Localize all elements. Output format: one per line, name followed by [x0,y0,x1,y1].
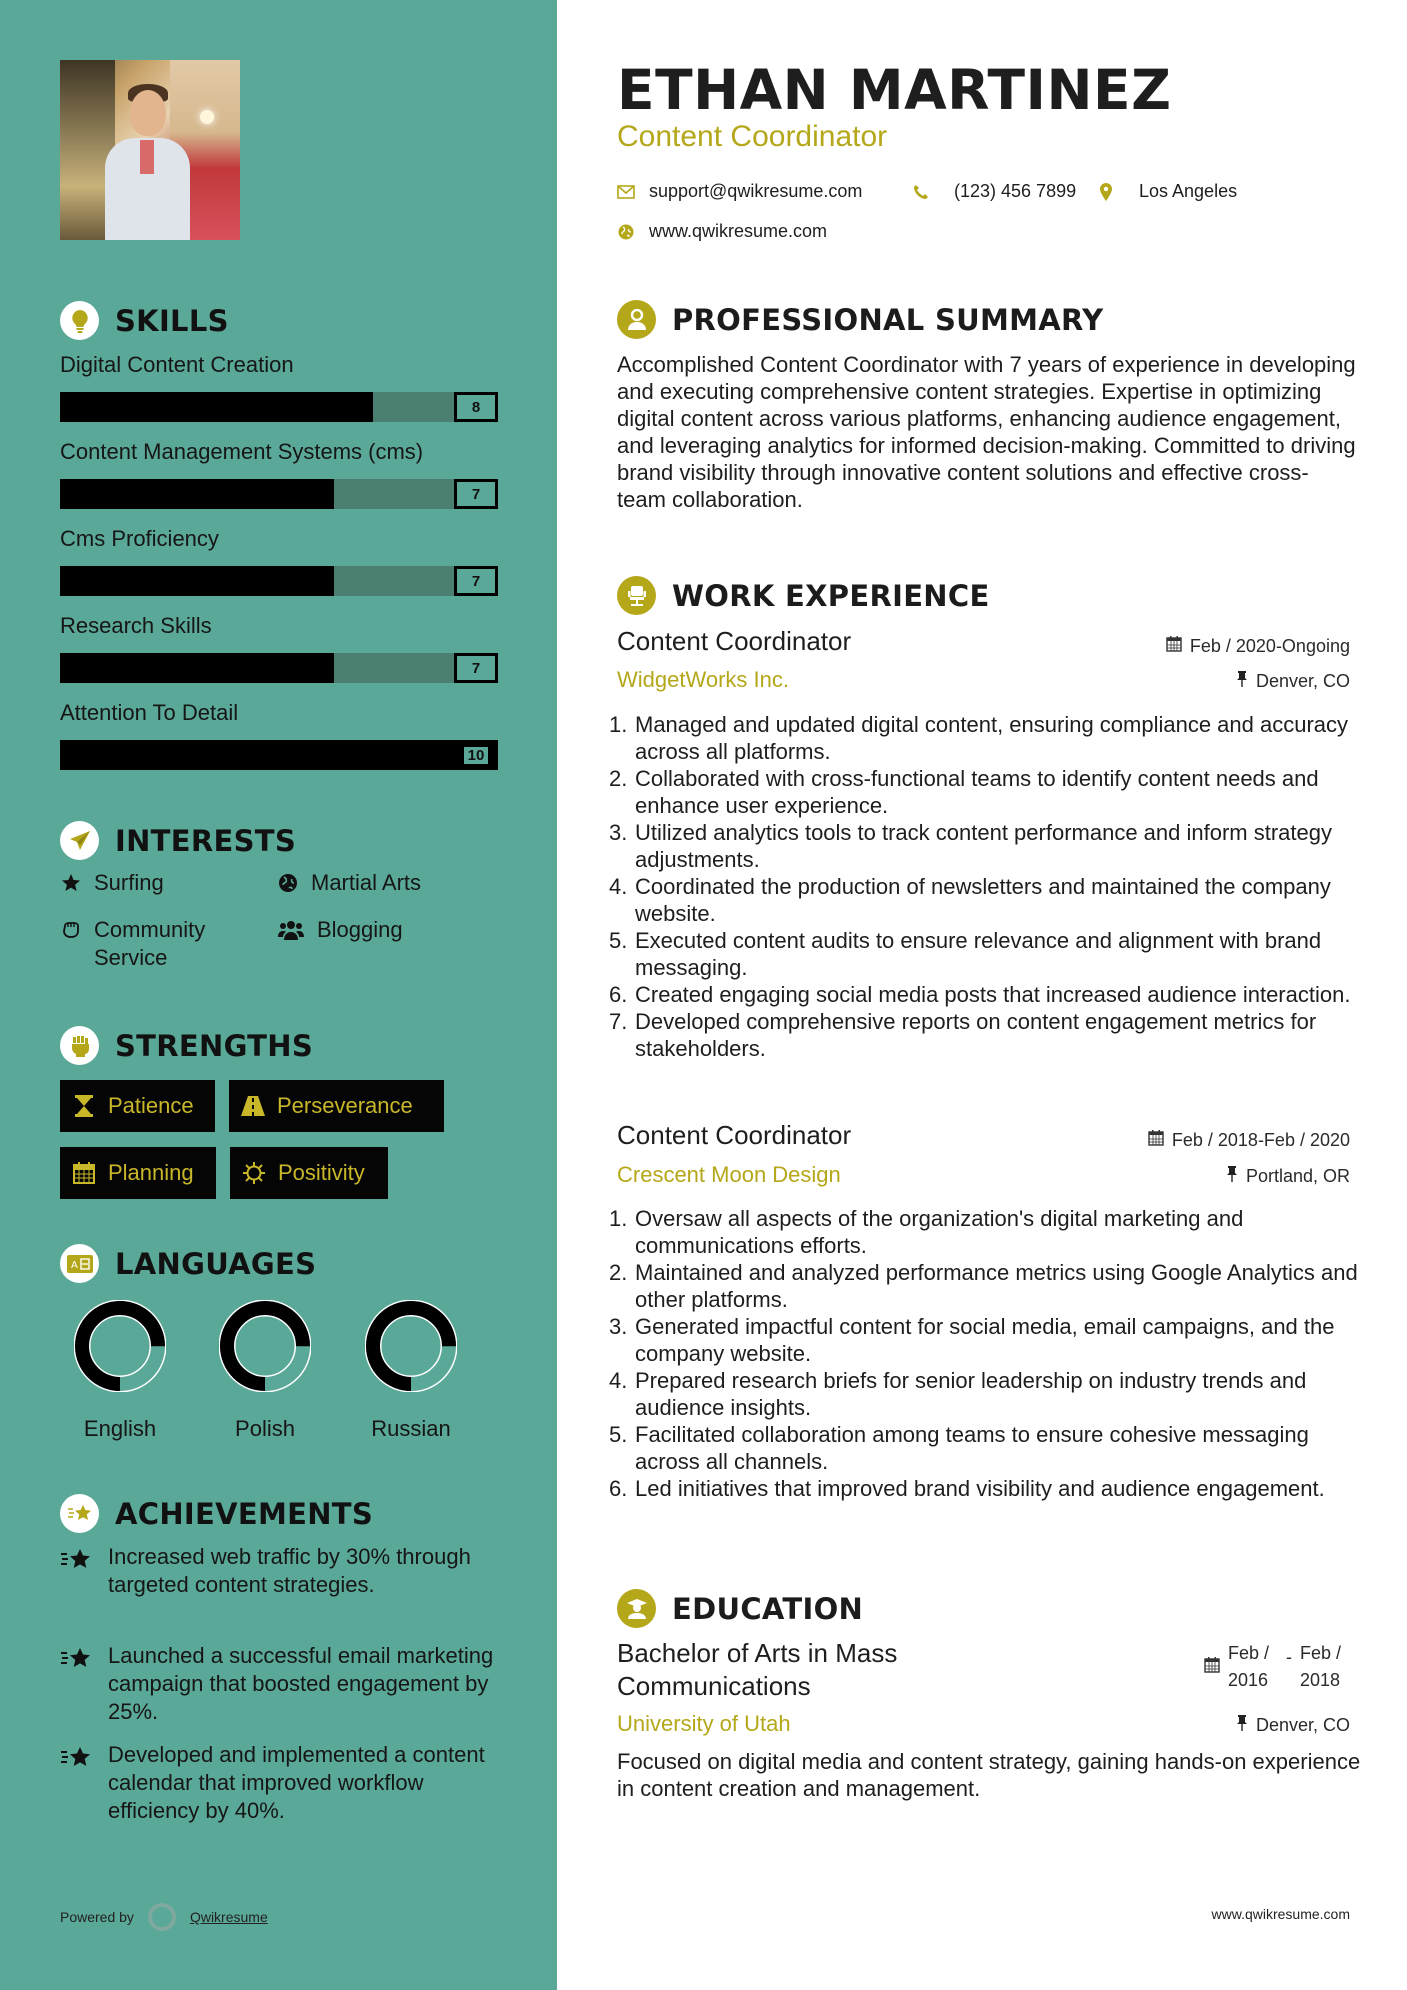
language-name: Russian [371,1416,451,1441]
envelope-icon [617,183,635,201]
summary-header [617,300,1103,339]
summary-heading: PROFESSIONAL SUMMARY [672,302,1104,337]
education-location-text: Denver, CO [1255,1715,1350,1735]
skill-bar-fill [60,392,373,422]
achievement-text: Developed and implemented a content calendar that improved workflow efficiency by 40%. [108,1742,485,1823]
school-name: University of Utah [617,1711,791,1736]
interest-label: Community Service [94,917,206,970]
job-location-text: Portland, OR [1245,1166,1350,1186]
hourglass-icon [72,1094,96,1118]
job-title: Content Coordinator [617,626,852,656]
skill-item [60,698,498,770]
interest-label: Blogging [317,917,403,942]
job-bullet: 1. Managed and updated digital content, ensuring compliance and accuracy across all platforms. [609,712,1349,764]
skill-name: Attention To Detail [60,700,239,725]
contact-phone [912,181,1076,202]
strength-badge [230,1147,388,1199]
language-name: Polish [235,1416,295,1441]
skill-score [454,740,498,770]
achievement-text: Increased web traffic by 30% through targeted content strategies. [108,1544,471,1597]
skill-bar [60,740,498,770]
interests-header [60,821,296,860]
strength-label: Positivity [278,1160,365,1185]
user-icon [617,300,656,339]
star-icon [60,869,82,897]
skill-name: Research Skills [60,613,212,638]
skill-score: 7 [454,653,498,683]
job-location [1236,671,1350,692]
achievement-text: Launched a successful email marketing campaign that boosted engagement by 25%. [108,1643,494,1724]
skill-bar-fill [60,566,334,596]
skill-item [60,611,498,683]
skill-bar [60,479,498,509]
skill-item [60,350,498,422]
skill-score: 7 [454,566,498,596]
education-date-separator: - [1286,1647,1292,1667]
strength-badge [229,1080,444,1132]
skill-bar [60,653,498,683]
experience-heading: WORK EXPERIENCE [672,578,990,613]
contact-email [617,181,862,202]
main-content [557,0,1407,1990]
graduate-icon [617,1589,656,1628]
interests-heading: INTERESTS [115,823,297,858]
experience-header [617,576,990,615]
skill-bar-fill [60,740,498,770]
candidate-name: ETHAN MARTINEZ [617,58,1172,122]
job-dates [1166,636,1350,657]
job-company: Crescent Moon Design [617,1162,841,1187]
skill-item [60,437,498,509]
education-location [1236,1715,1350,1736]
job-bullet: 6. Led initiatives that improved brand visibility and audience engagement. [609,1476,1325,1501]
interest-label: Martial Arts [311,870,422,895]
lightbulb-icon [60,301,99,340]
hand-icon [60,916,82,944]
phone-text: (123) 456 7899 [954,181,1077,201]
interest-item [277,869,497,897]
language-donut [365,1300,457,1392]
job-bullet: 3. Utilized analytics tools to track content performance and inform strategy adjustments. [609,820,1332,872]
skill-bar-fill [60,479,334,509]
calendar-icon [1204,1640,1220,1694]
interest-item [60,869,260,897]
skill-name: Digital Content Creation [60,352,294,377]
footer-url[interactable]: www.qwikresume.com [1211,1906,1350,1922]
strength-label: Patience [108,1093,194,1118]
map-pin-icon [1097,183,1115,201]
job-location [1226,1166,1350,1187]
office-chair-icon [617,576,656,615]
skill-bar [60,392,498,422]
qwikresume-link[interactable]: Qwikresume [189,1909,268,1925]
pushpin-icon [1236,671,1248,692]
skill-bar [60,566,498,596]
calendar-icon [1166,636,1182,657]
job-bullet: 7. Developed comprehensive reports on content engagement metrics for stakeholders. [609,1009,1317,1061]
achievement-item [60,1543,500,1599]
powered-by-label: Powered by [60,1909,134,1925]
qwikresume-logo-icon [148,1903,176,1931]
road-icon [241,1094,265,1118]
language-name: English [83,1416,157,1441]
job-bullet: 5. Executed content audits to ensure relevance and alignment with brand messaging. [609,928,1322,980]
job-dates-text: Feb / 2018-Feb / 2020 [1171,1130,1350,1150]
language-icon [60,1244,99,1283]
skill-item [60,524,498,596]
contact-website [617,221,827,242]
language-item [50,1300,190,1442]
profile-photo [60,60,240,240]
degree-title: Bachelor of Arts in Mass Communications [617,1638,898,1701]
users-icon [277,916,305,944]
languages-header [60,1244,316,1283]
calendar-icon [1148,1130,1164,1151]
education-description: Focused on digital media and content strategy, gaining hands-on experience in content creation and management. [617,1749,1361,1801]
strengths-header [60,1026,313,1065]
skills-header [60,301,229,340]
achievements-heading: ACHIEVEMENTS [115,1496,374,1531]
job-bullet: 4. Coordinated the production of newsletters and maintained the company website. [609,874,1331,926]
shooting-star-icon [60,1543,94,1599]
globe-icon [277,869,299,897]
job-bullet: 2. Collaborated with cross-functional teams to identify content needs and enhance user experience. [609,766,1319,818]
job-location-text: Denver, CO [1255,671,1350,691]
shooting-star-icon [60,1642,94,1726]
job-dates-text: Feb / 2020-Ongoing [1189,636,1350,656]
job-dates [1148,1130,1350,1151]
summary-text: Accomplished Content Coordinator with 7 years of experience in developing and executing comprehensive content strategies. Expertise in optimizing digital content across various platforms, enhancing audience engagement, and leveraging analytics for informed decision-making. Committed to driving brand visibility through innovative content solutions and effective cross-team collaboration. [617,352,1356,512]
job-company: WidgetWorks Inc. [617,667,789,692]
interest-label: Surfing [94,870,164,895]
strength-badge [60,1147,216,1199]
skill-score: 7 [454,479,498,509]
skill-name: Cms Proficiency [60,526,219,551]
paper-plane-icon [60,821,99,860]
interest-item [277,916,497,944]
svg-text:A: A [70,1259,78,1271]
phone-icon [912,183,930,201]
contact-location [1097,181,1237,202]
achievement-item [60,1741,500,1825]
candidate-title: Content Coordinator [617,120,888,153]
interest-item [60,916,260,972]
job-bullets [609,1205,1369,1502]
skill-bar-fill [60,653,334,683]
education-start: Feb / 2016 [1228,1643,1270,1690]
skills-heading: SKILLS [115,303,229,338]
language-item [341,1300,481,1442]
strength-label: Perseverance [277,1093,413,1118]
strengths-heading: STRENGTHS [115,1028,314,1063]
job-title: Content Coordinator [617,1120,852,1150]
job-bullet: 3. Generated impactful content for social media, email campaigns, and the company website. [609,1314,1335,1366]
email-text[interactable]: support@qwikresume.com [649,181,863,201]
calendar-icon [72,1161,96,1185]
strength-label: Planning [108,1160,194,1185]
language-item [195,1300,335,1442]
achievements-header [60,1494,373,1533]
education-end: Feb / 2018 [1300,1643,1342,1690]
fist-icon [60,1026,99,1065]
achievement-item [60,1642,500,1726]
language-donut [219,1300,311,1392]
languages-heading: LANGUAGES [115,1246,317,1281]
skill-score-value: 10 [464,747,489,764]
job-bullet: 4. Prepared research briefs for senior leadership on industry trends and audience insights. [609,1368,1307,1420]
job-bullet: 1. Oversaw all aspects of the organization's digital marketing and communications efforts. [609,1206,1244,1258]
skill-score: 8 [454,392,498,422]
pushpin-icon [1236,1715,1248,1736]
pushpin-icon [1226,1166,1238,1187]
sidebar [0,0,557,1990]
location-text: Los Angeles [1139,181,1238,201]
education-header [617,1589,863,1628]
strength-badge [60,1080,215,1132]
job-bullet: 6. Created engaging social media posts that increased audience interaction. [609,982,1351,1007]
education-heading: EDUCATION [672,1591,864,1626]
job-bullet: 5. Facilitated collaboration among teams to ensure cohesive messaging across all channels. [609,1422,1309,1474]
shooting-star-icon [60,1741,94,1825]
education-dates [1204,1640,1350,1694]
sun-icon [242,1161,266,1185]
globe-icon [617,223,635,241]
shooting-star-icon [60,1494,99,1533]
job-bullet: 2. Maintained and analyzed performance metrics using Google Analytics and other platforms. [609,1260,1358,1312]
website-text[interactable]: www.qwikresume.com [649,221,828,241]
powered-by [60,1903,268,1931]
language-donut [74,1300,166,1392]
skill-name: Content Management Systems (cms) [60,439,424,464]
job-bullets [609,711,1369,1062]
